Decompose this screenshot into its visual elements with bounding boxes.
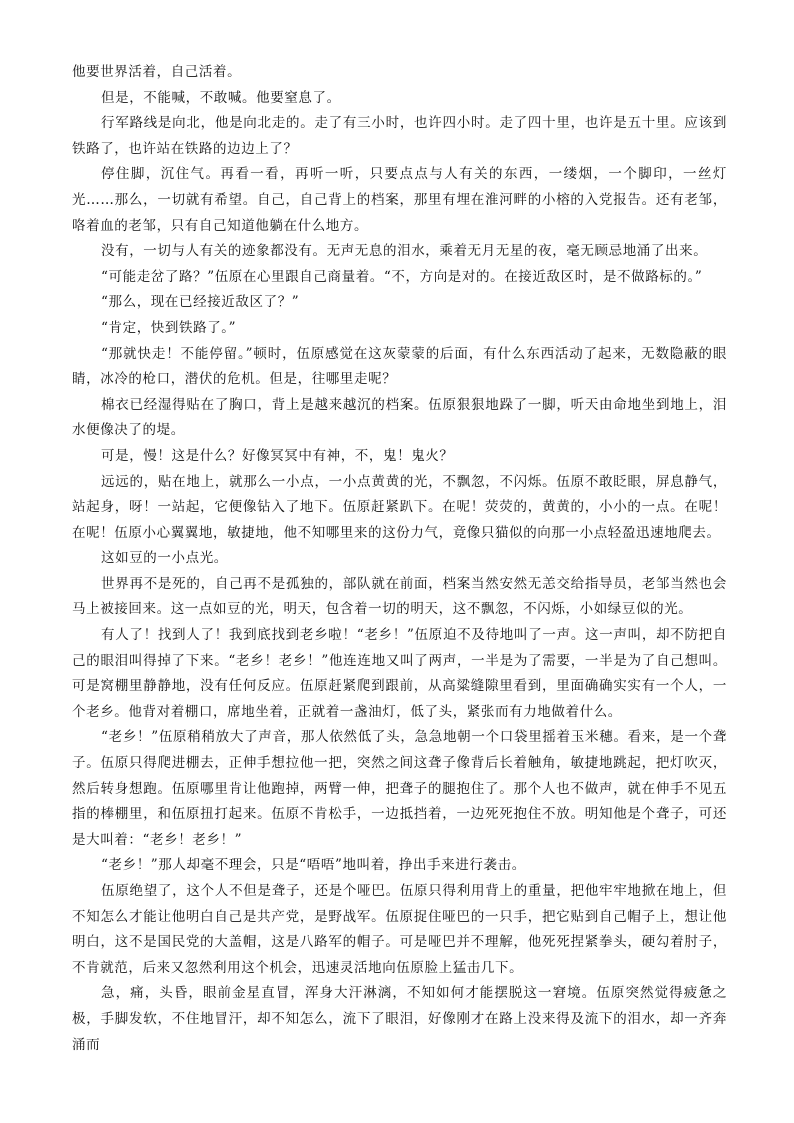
paragraph-18: 伍原绝望了，这个人不但是聋子，还是个哑巴。伍原只得利用背上的重量，把他牢牢地掀在地上，但不知怎么才能让他明白自己是共产党，是野战军。伍原捉住哑巴的一只手，把它贴到自己帽子上，想让他明白，这不是国民党的大盖帽，这是八路军的帽子。可是哑巴并不理解，他死死捏紧拳头，硬勾着肘子，不肯就范，后来又忽然利用这个机会，迅速灵活地向伍原脸上猛击几下。 [72,883,727,976]
paragraph-15: 有人了！找到人了！我到底找到老乡啦！“老乡！”伍原迫不及待地叫了一声。这一声叫，却不防把自己的眼泪叫得掉了下来。“老乡！老乡！”他连连地又叫了两声，一半是为了需要，一半是为了自己想叫。可是窝棚里静静地，没有任何反应。伍原赶紧爬到跟前，从高粱缝隙里看到，里面确确实实有一个人，一个老乡。他背对着棚口，席地坐着，正就着一盏油灯，低了头，紧张而有力地做着什么。 [72,627,727,720]
paragraph-14: 世界再不是死的，自己再不是孤独的，部队就在前面，档案当然安然无恙交给指导员，老邹当然也会马上被接回来。这一点如豆的光，明天，包含着一切的明天，这不飘忽，不闪烁，小如绿豆似的光。 [72,575,727,618]
paragraph-6: “可能走岔了路？”伍原在心里跟自己商量着。“不，方向是对的。在接近敌区时，是不做路标的。” [101,268,703,285]
paragraph-5: 没有，一切与人有关的迹象都没有。无声无息的泪水，乘着无月无星的夜，毫无顾忌地涌了出来。 [101,243,708,260]
paragraph-9: “那就快走！不能停留。”顿时，伍原感觉在这灰蒙蒙的后面，有什么东西活动了起来，无数隐蔽的眼睛，冰冷的枪口，潜伏的危机。但是，往哪里走呢？ [72,345,727,388]
paragraph-2: 但是，不能喊，不敢喊。他要窒息了。 [101,89,341,106]
paragraph-10: 棉衣已经湿得贴在了胸口，背上是越来越沉的档案。伍原狠狠地跺了一脚，听天由命地坐到地上，泪水便像决了的堤。 [72,396,727,439]
paragraph-16: “老乡！”伍原稍稍放大了声音，那人依然低了头，急急地朝一个口袋里摇着玉米穗。看来，是一个聋子。伍原只得爬进棚去，正伸手想拉他一把，突然之间这聋子像背后长着触角，敏捷地跳起，把灯吹灭，然后转身想跑。伍原哪里肯让他跑掉，两臂一伸，把聋子的腿抱住了。那个人也不做声，就在伸手不见五指的棒棚里，和伍原扭打起来。伍原不肯松手，一边抵挡着，一边死死抱住不放。明知他是个聋子，可还是大叫着：“老乡！老乡！” [72,729,727,848]
paragraph-12: 远远的，贴在地上，就那么一小点，一小点黄黄的光，不飘忽，不闪烁。伍原不敢眨眼，屏息静气，站起身，呀！一站起，它便像钻入了地下。伍原赶紧趴下。在呢！荧荧的，黄黄的，小小的一点。在呢！在呢！伍原小心翼翼地，敏捷地，他不知哪里来的这份力气，竟像只猫似的向那一小点轻盈迅速地爬去。 [72,473,727,541]
document-body [72,60,727,1058]
paragraph-11: 可是，慢！这是什么？好像冥冥中有神，不，鬼！鬼火？ [101,447,454,464]
paragraph-8: “肯定，快到铁路了。” [101,319,237,336]
paragraph-7: “那么，现在已经接近敌区了？” [101,294,300,311]
paragraph-4: 停住脚，沉住气。再看一看，再听一听，只要点点与人有关的东西，一缕烟，一个脚印，一丝灯光……那么，一切就有希望。自己，自己背上的档案，那里有埋在淮河畔的小榕的入党报告。还有老邹，咯着血的老邹，只有自己知道他躺在什么地方。 [72,166,727,234]
paragraph-13: 这如豆的一小点光。 [101,550,228,567]
paragraph-1: 他要世界活着，自己活着。 [72,64,242,80]
paragraph-3: 行军路线是向北，他是向北走的。走了有三小时，也许四小时。走了四十里，也许是五十里。应该到铁路了，也许站在铁路的边边上了？ [72,115,727,157]
paragraph-19: 急，痛，头昏，眼前金星直冒，浑身大汗淋漓，不知如何才能摆脱这一窘境。伍原突然觉得疲惫之极，手脚发软，不住地冒汗，却不知怎么，流下了眼泪，好像刚才在路上没来得及流下的泪水，却一齐奔涌而 [72,985,727,1053]
paragraph-17: “老乡！”那人却毫不理会，只是“唔唔”地叫着，挣出手来进行袭击。 [101,857,526,874]
